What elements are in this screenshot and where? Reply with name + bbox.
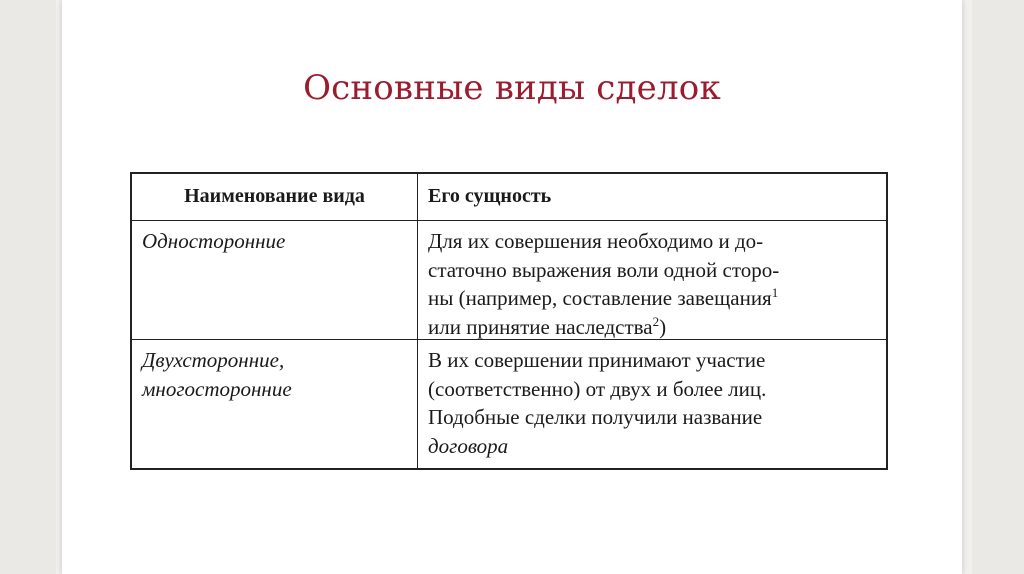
type-line: многосторонние xyxy=(142,376,292,401)
table-row xyxy=(132,220,886,339)
essence-line: В их совершении принимают участие xyxy=(428,348,766,372)
footnote-marker: 1 xyxy=(771,285,779,300)
essence-text: ны (например, составление завещания xyxy=(428,286,772,310)
slide-title: Основные виды сделок xyxy=(303,68,721,108)
essence-line: (соответственно) от двух и более лиц. xyxy=(428,376,767,401)
type-bilateral-multilateral xyxy=(132,340,418,468)
essence-unilateral xyxy=(418,221,886,339)
essence-bilateral xyxy=(418,340,886,468)
header-type-name: Наименование вида xyxy=(132,174,418,220)
essence-line: Для их совершения необходимо и до- xyxy=(428,229,764,253)
header-essence: Его сущность xyxy=(428,185,552,207)
essence-line xyxy=(428,284,876,313)
essence-line: статочно выражения воли одной сторо- xyxy=(428,257,780,282)
footnote-marker: 2 xyxy=(652,313,660,329)
left-page-edge xyxy=(0,0,56,574)
type-line: Двухсторонние, xyxy=(142,348,285,372)
essence-text: ) xyxy=(659,314,667,339)
deal-types-table xyxy=(130,172,888,470)
slide xyxy=(62,0,962,574)
essence-line: Подобные сделки получили название xyxy=(428,405,763,429)
right-page-edge xyxy=(972,0,1024,574)
essence-line xyxy=(428,313,876,342)
table-header-row xyxy=(132,174,886,220)
type-line: Односторонние xyxy=(142,229,286,253)
type-unilateral xyxy=(132,221,418,339)
essence-line: договора xyxy=(428,433,509,458)
essence-text: или принятие наследства xyxy=(428,314,653,339)
table-row xyxy=(132,339,886,468)
